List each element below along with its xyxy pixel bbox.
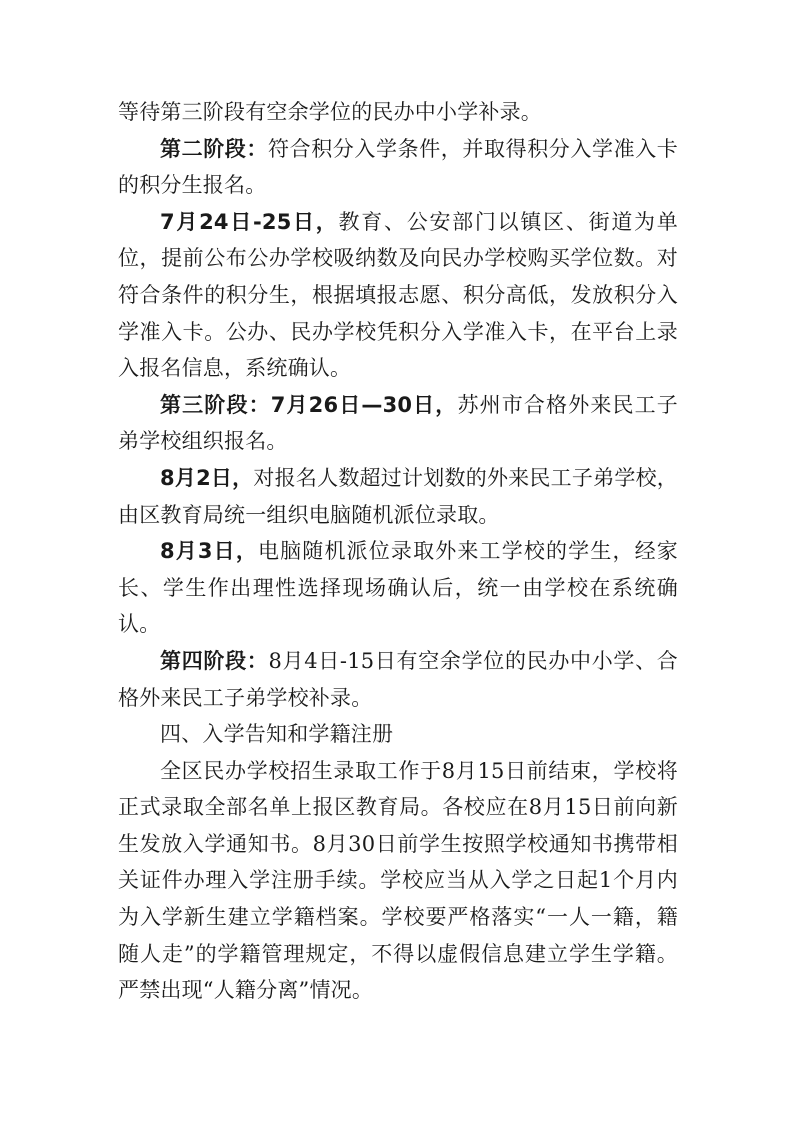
paragraph-text: 8月4日-15日有空余学位的民办中小学、合格外来民工子弟学校补录。 <box>118 648 678 710</box>
paragraph-lead: 8月2日， <box>160 465 254 490</box>
section-heading: 四、入学告知和学籍注册 <box>160 722 394 747</box>
paragraph-august-3 <box>118 533 678 643</box>
paragraph-text: 等待第三阶段有空余学位的民办中小学补录。 <box>118 100 542 124</box>
paragraph-lead: 第三阶段：7月26日—30日， <box>160 392 458 417</box>
document-body <box>118 94 678 1009</box>
paragraph-continuation <box>118 94 678 131</box>
paragraph-stage-four <box>118 643 678 716</box>
paragraph-lead: 8月3日， <box>160 539 258 564</box>
paragraph-text: 电脑随机派位录取外来工学校的学生，经家长、学生作出理性选择现场确认后，统一由学校在系统确认。 <box>118 539 678 637</box>
paragraph-lead: 7月24日-25日， <box>160 209 339 234</box>
paragraph-text: 符合积分入学条件，并取得积分入学准入卡的积分生报名。 <box>118 136 678 198</box>
paragraph-stage-three <box>118 387 678 460</box>
paragraph-july-24-25 <box>118 204 678 387</box>
paragraph-stage-two <box>118 131 678 204</box>
paragraph-registration <box>118 753 678 1009</box>
paragraph-august-2 <box>118 460 678 533</box>
paragraph-text: 苏州市合格外来民工子弟学校组织报名。 <box>118 392 678 454</box>
paragraph-text: 对报名人数超过计划数的外来民工子弟学校，由区教育局统一组织电脑随机派位录取。 <box>118 465 678 527</box>
paragraph-lead: 第二阶段： <box>160 136 268 161</box>
paragraph-text: 全区民办学校招生录取工作于8月15日前结束，学校将正式录取全部名单上报区教育局。各校应在8月15日前向新生发放入学通知书。8月30日前学生按照学校通知书携带相关证件办理入学注册手续。学校应当从入学之日起1个月内为入学新生建立学籍档案。学校要严格落实“一人一籍，籍随人走”的学籍管理规定，不得以虚假信息建立学生学籍。严禁出现“人籍分离”情况。 <box>118 758 678 1003</box>
paragraph-lead: 第四阶段： <box>160 648 269 673</box>
paragraph-text: 教育、公安部门以镇区、街道为单位，提前公布公办学校吸纳数及向民办学校购买学位数。对符合条件的积分生，根据填报志愿、积分高低，发放积分入学准入卡。公办、民办学校凭积分入学准入卡，在平台上录入报名信息，系统确认。 <box>118 209 678 381</box>
